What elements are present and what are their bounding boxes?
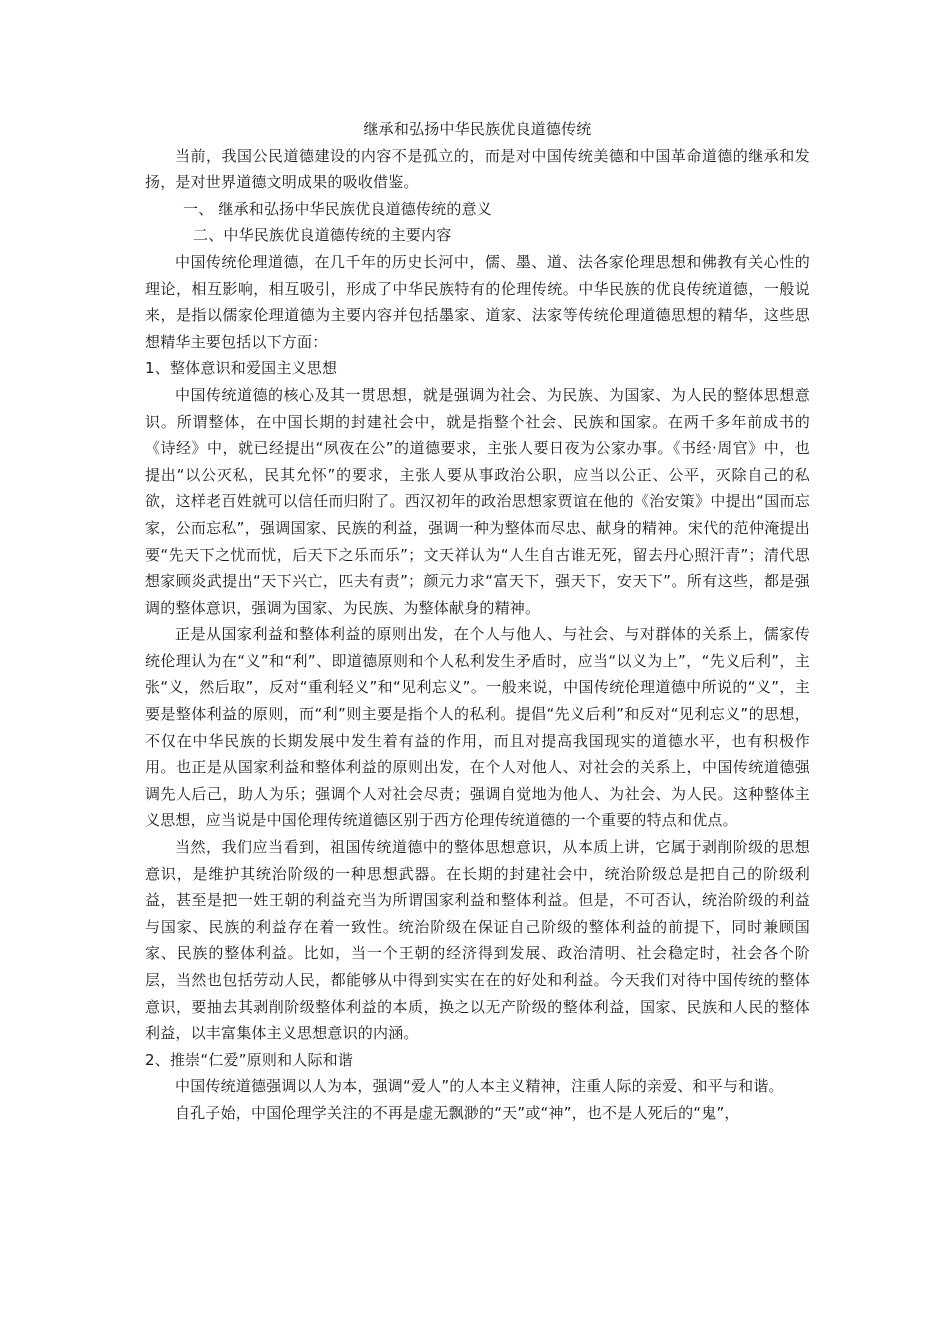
section-heading-2: 二、中华民族优良道德传统的主要内容 bbox=[193, 226, 452, 245]
body-paragraph-4: 当然，我们应当看到，祖国传统道德中的整体思想意识，从本质上讲，它属于剥削阶级的思想意识，是维护其统治阶级的一种思想武器。在长期的封建社会中，统治阶级总是把自己的阶级利益，甚至是把一姓王朝的利益充当为所谓国家利益和整体利益。但是，不可否认，统治阶级的利益与国家、民族的利益存在着一致性。统治阶级在保证自己阶级的整体利益的前提下，同时兼顾国家、民族的整体利益。比如，当一个王朝的经济得到发展、政治清明、社会稳定时，社会各个阶层，当然也包括劳动人民，都能够从中得到实实在在的好处和利益。今天我们对待中国传统的整体意识，要抽去其剥削阶级整体利益的本质，换之以无产阶级的整体利益，国家、民族和人民的整体利益，以丰富集体主义思想意识的内涵。 bbox=[145, 838, 810, 1043]
body-paragraph-3: 正是从国家利益和整体利益的原则出发，在个人与他人、与社会、与对群体的关系上，儒家传统伦理认为在“义”和“利”、即道德原则和个人私利发生矛盾时，应当“以义为上”，“先义后利”，主张“义，然后取”，反对“重利轻义”和“见利忘义”。一般来说，中国传统伦理道德中所说的“义”，主要是整体利益的原则，而“利”则主要是指个人的私利。提倡“先义后利”和反对“见利忘义”的思想，不仅在中华民族的长期发展中发生着有益的作用，而且对提高我国现实的道德水平，也有积极作用。也正是从国家利益和整体利益的原则出发，在个人对他人、对社会的关系上，中国传统道德强调先人后己，助人为乐；强调个人对社会尽责；强调自觉地为他人、为社会、为人民。这种整体主义思想，应当说是中国伦理传统道德区别于西方伦理传统道德的一个重要的特点和优点。 bbox=[145, 625, 810, 830]
subsection-heading-1: 1、整体意识和爱国主义思想 bbox=[145, 359, 338, 378]
body-paragraph-2: 中国传统道德的核心及其一贯思想，就是强调为社会、为民族、为国家、为人民的整体思想意识。所谓整体，在中国长期的封建社会中，就是指整个社会、民族和国家。在两千多年前成书的《诗经》中，就已经提出“夙夜在公”的道德要求，主张人要日夜为公家办事。《书经·周官》中，也提出“以公灭私，民其允怀”的要求，主张人要从事政治公职，应当以公正、公平，灭除自己的私欲，这样老百姓就可以信任而归附了。西汉初年的政治思想家贾谊在他的《治安策》中提出“国而忘家，公而忘私”，强调国家、民族的利益，强调一种为整体而尽忠、献身的精神。宋代的范仲淹提出要“先天下之忧而忧，后天下之乐而乐”；文天祥认为“人生自古谁无死，留去丹心照汗青”；清代思想家顾炎武提出“天下兴亡，匹夫有责”；颜元力求“富天下，强天下，安天下”。所有这些，都是强调的整体意识，强调为国家、为民族、为整体献身的精神。 bbox=[145, 385, 810, 617]
subsection-heading-2: 2、推崇“仁爱”原则和人际和谐 bbox=[145, 1050, 354, 1069]
document-title: 继承和弘扬中华民族优良道德传统 bbox=[363, 120, 592, 138]
body-paragraph-5: 中国传统道德强调以人为本，强调“爱人”的人本主义精神，注重人际的亲爱、和平与和谐。 bbox=[175, 1077, 784, 1096]
body-paragraph-1: 中国传统伦理道德，在几千年的历史长河中，儒、墨、道、法各家伦理思想和佛教有关心性的理论，相互影响，相互吸引，形成了中华民族特有的伦理传统。中华民族的优良传统道德，一般说来，是指以儒家伦理道德为主要内容并包括墨家、道家、法家等传统伦理道德思想的精华，这些思想精华主要包括以下方面： bbox=[145, 252, 810, 351]
body-paragraph-6: 自孔子始，中国伦理学关注的不再是虚无飘渺的“天”或“神”，也不是人死后的“鬼”， bbox=[175, 1103, 740, 1122]
section-heading-1: 一、 继承和弘扬中华民族优良道德传统的意义 bbox=[183, 199, 492, 218]
document-page bbox=[145, 116, 810, 1127]
intro-paragraph: 当前，我国公民道德建设的内容不是孤立的，而是对中国传统美德和中国革命道德的继承和发扬，是对世界道德文明成果的吸收借鉴。 bbox=[145, 146, 810, 192]
